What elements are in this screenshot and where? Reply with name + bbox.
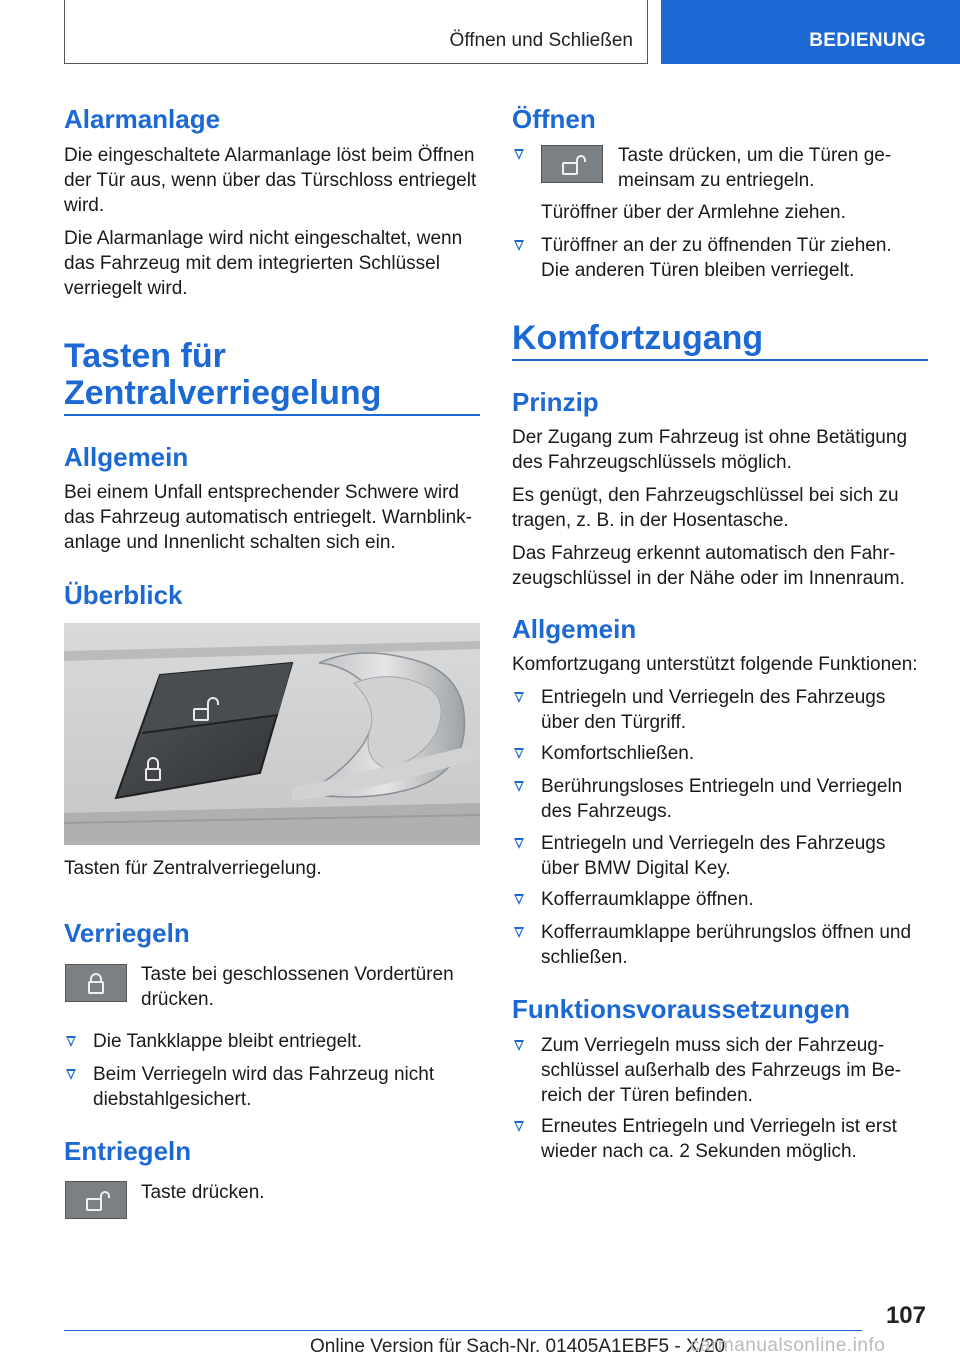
triangle-bullet-icon — [514, 748, 524, 759]
footer-watermark: carmanualsonline.info — [690, 1335, 886, 1356]
list-item: Entriegeln und Verriegeln des Fahrzeugs über den Türgriff. — [512, 685, 885, 735]
list-item: Komfortschließen. — [512, 741, 694, 766]
triangle-bullet-icon — [514, 149, 524, 160]
heading-entriegeln: Entriegeln — [64, 1136, 192, 1166]
heading-rule — [64, 414, 480, 416]
door-panel-photo — [64, 623, 480, 845]
header-chapter-tab[interactable] — [661, 0, 960, 64]
unlock-button-icon — [65, 1181, 127, 1219]
photo-caption: Tasten für Zentralverriegelung. — [64, 858, 322, 879]
heading-allgemein-right: Allgemein — [512, 614, 637, 644]
list-item: Erneutes Entriegeln und Verriegeln ist erst wieder nach ca. 2 Sekunden möglich. — [512, 1114, 897, 1164]
heading-prinzip: Prinzip — [512, 387, 599, 417]
list-item: Türöffner an der zu öffnenden Tür ziehen. Die anderen Türen bleiben verriegelt. — [512, 233, 892, 283]
unlock-button-text: Taste drücken. — [141, 1182, 265, 1203]
principle-paragraph-1: Der Zugang zum Fahrzeug ist ohne Betätigung des Fahrzeugschlüssels möglich. — [512, 427, 908, 473]
heading-rule — [512, 359, 928, 361]
chapter-tab-label: BEDIENUNG — [809, 30, 926, 51]
heading-alarmanlage: Alarmanlage — [64, 104, 221, 134]
header-section-box — [64, 0, 648, 64]
list-item: Berührungsloses Entriegeln und Verriegeln des Fahrzeugs. — [512, 774, 902, 824]
list-item: Beim Verriegeln wird das Fahrzeug nicht diebstahlgesichert. — [64, 1062, 434, 1112]
lock-button-icon — [65, 964, 127, 1002]
list-item: Kofferraumklappe berührungslos öffnen und schließen. — [512, 920, 911, 970]
general-paragraph: Bei einem Unfall entsprechender Schwere wird das Fahrzeug automatisch entriegelt. Warnblink- anlage und Innenlicht schalten sich ein. — [64, 482, 472, 553]
heading-ueberblick: Überblick — [64, 580, 183, 610]
triangle-bullet-icon — [514, 927, 524, 938]
open-sub-text: Türöffner über der Armlehne ziehen. — [541, 202, 846, 223]
triangle-bullet-icon — [514, 240, 524, 251]
footer-rule — [64, 1330, 862, 1331]
alarm-paragraph-1: Die eingeschaltete Alarmanlage löst beim Öffnen der Tür aus, wenn über das Türschloss entriegelt wird. — [64, 145, 477, 216]
list-item: Die Tankklappe bleibt entriegelt. — [64, 1029, 362, 1054]
list-item: Zum Verriegeln muss sich der Fahrzeug- schlüssel außerhalb des Fahrzeugs im Be- reich der Türen befinden. — [512, 1033, 901, 1108]
heading-funktionsvoraussetzungen: Funktionsvoraussetzungen — [512, 994, 851, 1024]
header-section-title: Öffnen und Schließen — [449, 30, 633, 51]
heading-verriegeln: Verriegeln — [64, 918, 190, 948]
general-intro: Komfortzugang unterstützt folgende Funktionen: — [512, 654, 918, 675]
list-item: Kofferraumklappe öffnen. — [512, 887, 754, 912]
triangle-bullet-icon — [514, 838, 524, 849]
heading-allgemein-left: Allgemein — [64, 442, 189, 472]
footer-online-version: Online Version für Sach-Nr. 01405A1EBF5 - X/20 — [310, 1336, 726, 1357]
alarm-paragraph-2: Die Alarmanlage wird nicht eingeschaltet, wenn das Fahrzeug mit dem integrierten Schlüssel verriegelt wird. — [64, 228, 463, 299]
triangle-bullet-icon — [66, 1069, 76, 1080]
lock-button-text: Taste bei geschlossenen Vordertüren drücken. — [141, 964, 454, 1010]
principle-paragraph-3: Das Fahrzeug erkennt automatisch den Fahr- zeugschlüssel in der Nähe oder im Innenraum. — [512, 543, 905, 589]
heading-komfortzugang: Komfortzugang — [512, 319, 764, 357]
principle-paragraph-2: Es genügt, den Fahrzeugschlüssel bei sich zu tragen, z. B. in der Hosentasche. — [512, 485, 899, 531]
triangle-bullet-icon — [514, 1040, 524, 1051]
triangle-bullet-icon — [514, 692, 524, 703]
triangle-bullet-icon — [66, 1036, 76, 1047]
triangle-bullet-icon — [514, 894, 524, 905]
triangle-bullet-icon — [514, 1121, 524, 1132]
list-item: Entriegeln und Verriegeln des Fahrzeugs über BMW Digital Key. — [512, 831, 885, 881]
heading-central-locking: Tasten für Zentralverriegelung — [64, 337, 382, 412]
page-number: 107 — [885, 1302, 926, 1329]
unlock-button-icon — [541, 145, 603, 183]
triangle-bullet-icon — [514, 781, 524, 792]
open-button-text: Taste drücken, um die Türen ge- meinsam zu entriegeln. — [618, 145, 892, 191]
heading-oeffnen: Öffnen — [512, 104, 596, 134]
